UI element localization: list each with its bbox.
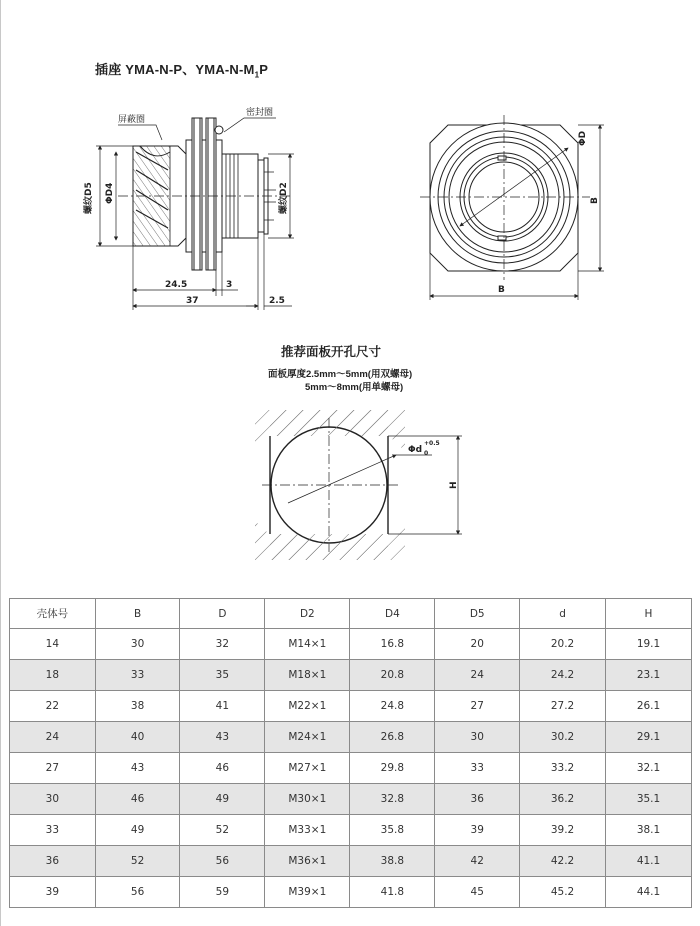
cell-shell-size: 30 xyxy=(10,784,96,815)
phi-d4-label: ΦD4 xyxy=(105,182,115,204)
front-view xyxy=(420,115,604,300)
cell-small-d: 45.2 xyxy=(520,877,606,908)
cell-b: 56 xyxy=(95,877,180,908)
cell-d: 46 xyxy=(180,753,265,784)
dim-37: 37 xyxy=(186,296,199,306)
cell-b: 38 xyxy=(95,691,180,722)
cell-shell-size: 22 xyxy=(10,691,96,722)
cell-small-d: 27.2 xyxy=(520,691,606,722)
cell-d: 56 xyxy=(180,846,265,877)
cell-d4: 24.8 xyxy=(350,691,435,722)
header-d2: D2 xyxy=(265,599,350,629)
front-phi-d-label: ΦD xyxy=(578,130,588,146)
table-row xyxy=(10,753,692,784)
dim-24-5: 24.5 xyxy=(165,280,188,290)
cell-d4: 38.8 xyxy=(350,846,435,877)
cell-d4: 16.8 xyxy=(350,629,435,660)
seal-ring-label: 密封圈 xyxy=(246,108,274,118)
cell-d: 49 xyxy=(180,784,265,815)
cell-d5: 20 xyxy=(435,629,520,660)
cell-d5: 45 xyxy=(435,877,520,908)
cell-d: 32 xyxy=(180,629,265,660)
cell-d: 59 xyxy=(180,877,265,908)
cell-d4: 41.8 xyxy=(350,877,435,908)
cell-d4: 20.8 xyxy=(350,660,435,691)
cell-small-d: 30.2 xyxy=(520,722,606,753)
cell-shell-size: 24 xyxy=(10,722,96,753)
cell-d5: 27 xyxy=(435,691,520,722)
cell-shell-size: 18 xyxy=(10,660,96,691)
cell-shell-size: 36 xyxy=(10,846,96,877)
front-b-bottom-label: B xyxy=(498,285,505,295)
header-b: B xyxy=(95,599,180,629)
cell-shell-size: 39 xyxy=(10,877,96,908)
cell-small-d: 24.2 xyxy=(520,660,606,691)
cell-small-d: 36.2 xyxy=(520,784,606,815)
header-d5: D5 xyxy=(435,599,520,629)
cell-h: 44.1 xyxy=(606,877,692,908)
cell-b: 40 xyxy=(95,722,180,753)
header-shell-size: 壳体号 xyxy=(10,599,96,629)
cell-d4: 29.8 xyxy=(350,753,435,784)
cell-b: 49 xyxy=(95,815,180,846)
cell-h: 41.1 xyxy=(606,846,692,877)
table-row xyxy=(10,784,692,815)
cell-d2: M22×1 xyxy=(265,691,350,722)
cell-d: 52 xyxy=(180,815,265,846)
spec-table xyxy=(9,598,692,908)
cell-small-d: 39.2 xyxy=(520,815,606,846)
dim-2-5: 2.5 xyxy=(269,296,285,306)
thread-d5-label: 螺纹D5 xyxy=(84,182,94,214)
cell-b: 52 xyxy=(95,846,180,877)
cell-small-d: 42.2 xyxy=(520,846,606,877)
panel-cutout xyxy=(243,410,462,560)
cell-d4: 32.8 xyxy=(350,784,435,815)
cell-d: 43 xyxy=(180,722,265,753)
cell-shell-size: 14 xyxy=(10,629,96,660)
cell-d5: 24 xyxy=(435,660,520,691)
spec-table-header-row xyxy=(10,599,692,629)
cell-d2: M18×1 xyxy=(265,660,350,691)
cell-small-d: 20.2 xyxy=(520,629,606,660)
cell-d5: 36 xyxy=(435,784,520,815)
cell-h: 32.1 xyxy=(606,753,692,784)
page-title: 插座 YMA-N-P、YMA-$N-M_1P$ xyxy=(95,62,269,80)
cell-d5: 30 xyxy=(435,722,520,753)
cell-d2: M24×1 xyxy=(265,722,350,753)
cell-d5: 33 xyxy=(435,753,520,784)
header-d4: D4 xyxy=(350,599,435,629)
cell-shell-size: 33 xyxy=(10,815,96,846)
cell-d2: M39×1 xyxy=(265,877,350,908)
cell-h: 35.1 xyxy=(606,784,692,815)
cell-h: 19.1 xyxy=(606,629,692,660)
cell-small-d: 33.2 xyxy=(520,753,606,784)
dim-3: 3 xyxy=(226,280,233,290)
panel-phi-d-label: Φd xyxy=(408,445,423,455)
cell-h: 29.1 xyxy=(606,722,692,753)
cell-d: 41 xyxy=(180,691,265,722)
cell-h: 38.1 xyxy=(606,815,692,846)
table-row xyxy=(10,846,692,877)
front-b-right-label: B xyxy=(590,197,600,204)
header-small-d: d xyxy=(520,599,606,629)
cell-d4: 26.8 xyxy=(350,722,435,753)
table-row xyxy=(10,877,692,908)
panel-tol-upper: +0.5 xyxy=(424,440,440,447)
cell-h: 23.1 xyxy=(606,660,692,691)
shield-ring-label: 屏蔽圈 xyxy=(118,115,146,125)
cell-d2: M14×1 xyxy=(265,629,350,660)
panel-note-line1: 面板厚度2.5mm～5mm(用双螺母) xyxy=(268,369,413,380)
table-row xyxy=(10,722,692,753)
cell-b: 30 xyxy=(95,629,180,660)
cell-d5: 42 xyxy=(435,846,520,877)
side-view xyxy=(96,118,294,310)
panel-cutout-heading: 推荐面板开孔尺寸 xyxy=(281,345,382,359)
cell-d2: M36×1 xyxy=(265,846,350,877)
cell-d: 35 xyxy=(180,660,265,691)
cell-d4: 35.8 xyxy=(350,815,435,846)
cell-d2: M27×1 xyxy=(265,753,350,784)
table-row xyxy=(10,629,692,660)
table-row xyxy=(10,691,692,722)
cell-b: 46 xyxy=(95,784,180,815)
cell-b: 33 xyxy=(95,660,180,691)
cell-d2: M33×1 xyxy=(265,815,350,846)
cell-shell-size: 27 xyxy=(10,753,96,784)
thread-d2-label: 螺纹D2 xyxy=(279,182,289,214)
spec-table-body xyxy=(10,629,692,908)
header-h: H xyxy=(606,599,692,629)
header-d: D xyxy=(180,599,265,629)
cell-d5: 39 xyxy=(435,815,520,846)
table-row xyxy=(10,815,692,846)
cell-d2: M30×1 xyxy=(265,784,350,815)
cell-h: 26.1 xyxy=(606,691,692,722)
cell-b: 43 xyxy=(95,753,180,784)
table-row xyxy=(10,660,692,691)
panel-note-line2: 5mm～8mm(用单螺母) xyxy=(305,382,404,393)
panel-tol-lower: 0 xyxy=(424,450,429,457)
panel-h-label: H xyxy=(449,481,459,489)
